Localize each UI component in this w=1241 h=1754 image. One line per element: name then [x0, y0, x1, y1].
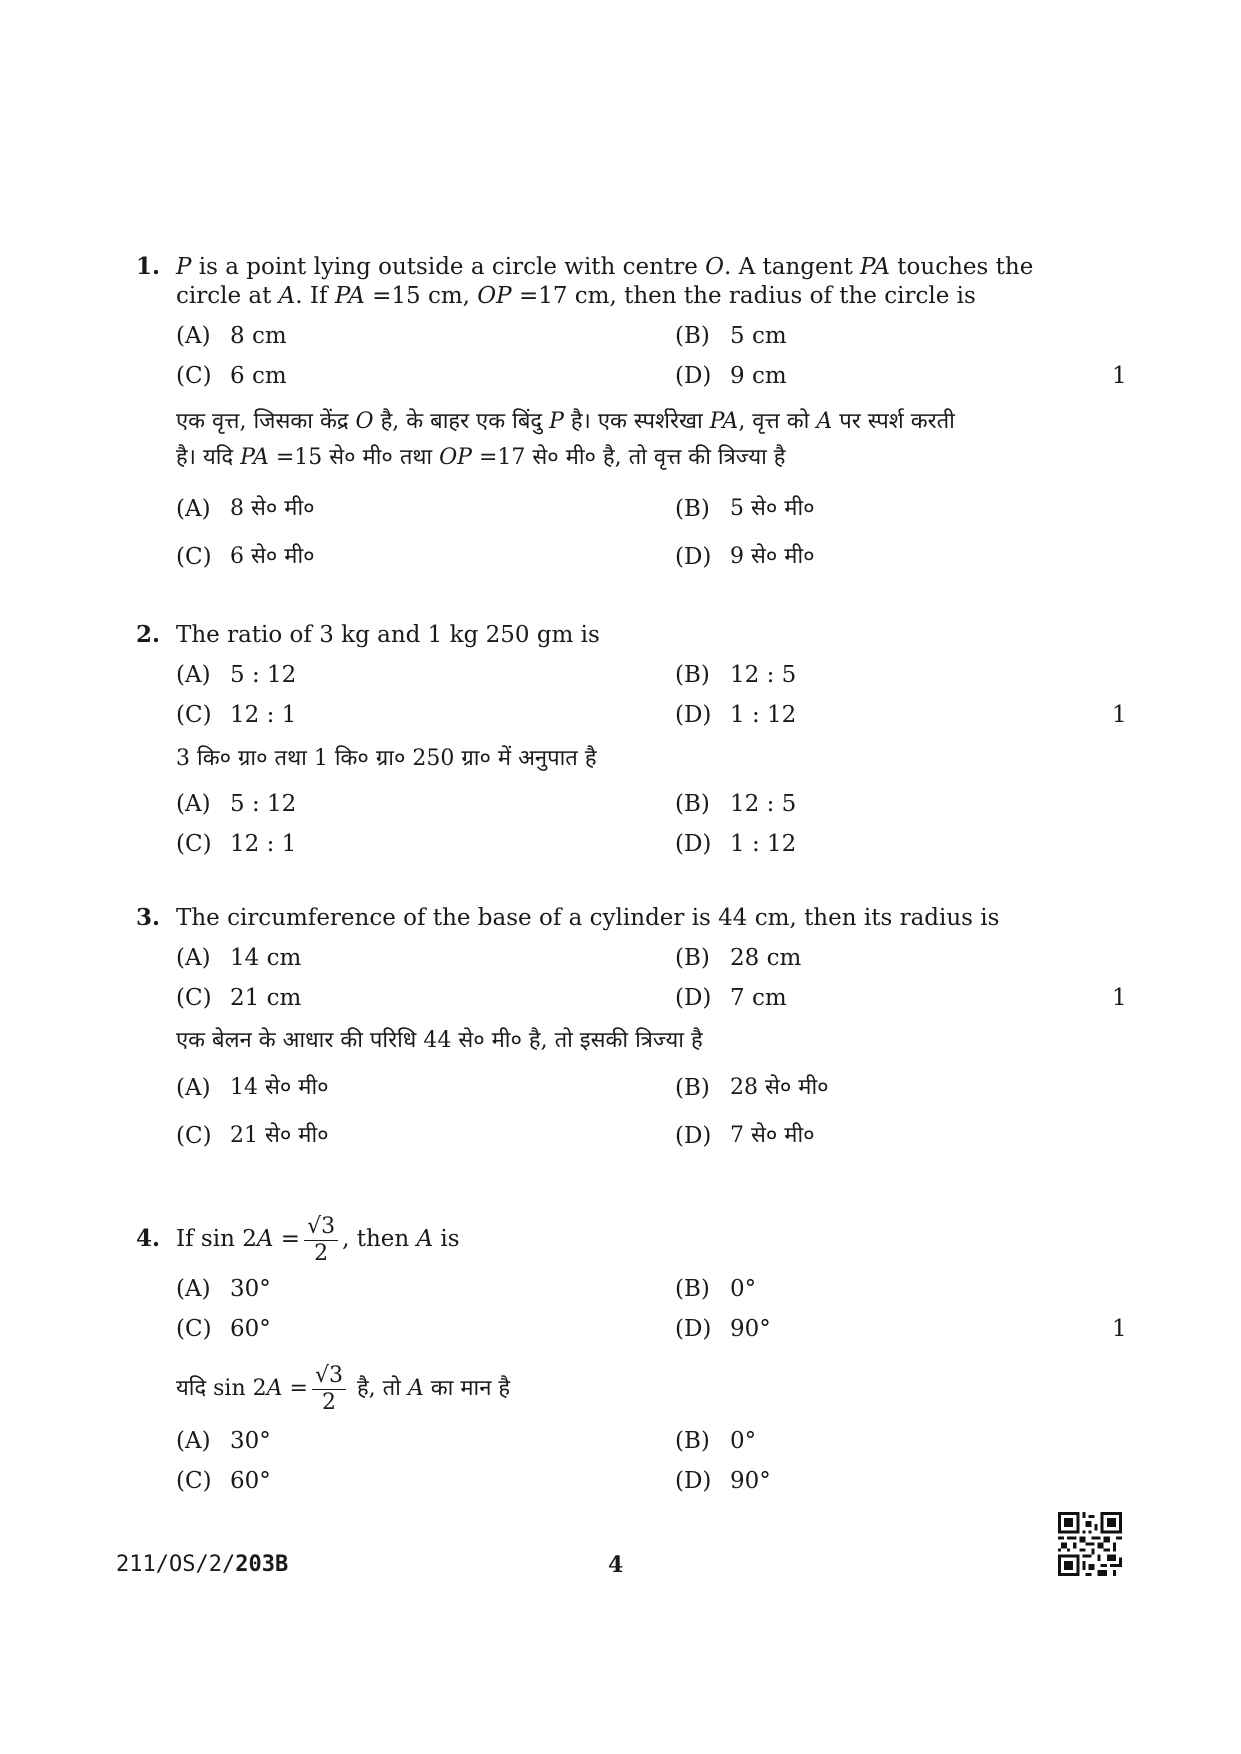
- question-text-hi-line2: है। यदि PA =15 से० मी० तथा OP =17 से० मी० है, तो वृत्त की त्रिज्या है: [176, 445, 786, 470]
- option-value: 30°: [230, 1276, 271, 1302]
- option-value: 5 : 12: [230, 662, 297, 688]
- option-letter: (B): [675, 1428, 710, 1454]
- option-letter: (C): [176, 1468, 212, 1494]
- question-text-hi-line1: एक वृत्त, जिसका केंद्र O है, के बाहर एक बिंदु P है। एक स्पर्शरेखा PA, वृत्त को A पर स्पर्श करती: [176, 409, 955, 434]
- option-value: 28 से० मी०: [730, 1075, 829, 1100]
- option-letter: (A): [176, 496, 211, 522]
- option-letter: (C): [176, 363, 212, 389]
- option-letter: (B): [675, 791, 710, 817]
- option-letter: (C): [176, 702, 212, 728]
- option-value: 6 से० मी०: [230, 544, 315, 569]
- option-value: 1 : 12: [730, 702, 797, 728]
- option-value: 5 से० मी०: [730, 496, 815, 521]
- fraction: $\frac{√3}{2}$: [312, 1363, 346, 1416]
- fraction: $\frac{√3}{2}$: [304, 1214, 338, 1267]
- option-value: 14 से० मी०: [230, 1075, 329, 1100]
- option-letter: (A): [176, 791, 211, 817]
- option-letter: (B): [675, 1075, 710, 1101]
- question-number: 3.: [136, 904, 161, 931]
- option-value: 90°: [730, 1468, 771, 1494]
- option-value: 7 cm: [730, 985, 787, 1011]
- option-value: 0°: [730, 1428, 757, 1454]
- option-letter: (D): [675, 1316, 712, 1342]
- question-number: 2.: [136, 621, 161, 648]
- option-letter: (C): [176, 1123, 212, 1149]
- option-value: 12 : 1: [230, 831, 297, 857]
- marks: 1: [1112, 985, 1127, 1011]
- option-value: 28 cm: [730, 945, 802, 971]
- option-value: 12 : 5: [730, 662, 797, 688]
- qr-code-icon: [1058, 1512, 1122, 1576]
- option-value: 90°: [730, 1316, 771, 1342]
- question-text-en-line2: circle at A. If PA =15 cm, OP =17 cm, then the radius of the circle is: [176, 283, 976, 309]
- option-letter: (C): [176, 831, 212, 857]
- option-letter: (B): [675, 1276, 710, 1302]
- page-number: 4: [608, 1552, 624, 1578]
- option-letter: (C): [176, 1316, 212, 1342]
- option-value: 6 cm: [230, 363, 287, 389]
- option-letter: (A): [176, 945, 211, 971]
- option-letter: (A): [176, 323, 211, 349]
- option-letter: (C): [176, 544, 212, 570]
- question-text-hi: एक बेलन के आधार की परिधि 44 से० मी० है, तो इसकी त्रिज्या है: [176, 1028, 703, 1053]
- question-text-en: The circumference of the base of a cylinder is 44 cm, then its radius is: [176, 905, 1000, 931]
- option-letter: (D): [675, 1123, 712, 1149]
- option-value: 60°: [230, 1316, 271, 1342]
- option-value: 9 से० मी०: [730, 544, 815, 569]
- option-letter: (D): [675, 702, 712, 728]
- paper-code: 211/OS/2/203B: [116, 1552, 289, 1577]
- option-letter: (A): [176, 1428, 211, 1454]
- option-value: 9 cm: [730, 363, 787, 389]
- option-value: 14 cm: [230, 945, 302, 971]
- question-number: 1.: [136, 253, 161, 280]
- question-text-en: The ratio of 3 kg and 1 kg 250 gm is: [176, 622, 600, 648]
- option-value: 21 से० मी०: [230, 1123, 329, 1148]
- option-letter: (D): [675, 985, 712, 1011]
- option-value: 1 : 12: [730, 831, 797, 857]
- option-letter: (B): [675, 662, 710, 688]
- option-letter: (A): [176, 1276, 211, 1302]
- option-value: 30°: [230, 1428, 271, 1454]
- option-value: 12 : 5: [730, 791, 797, 817]
- option-letter: (D): [675, 363, 712, 389]
- question-text-en: If sin 2A = $\frac{√3}{2}$ , then A is: [176, 1213, 460, 1266]
- question-text-hi: यदि sin 2A = $\frac{√3}{2}$ है, तो A का मान है: [176, 1362, 511, 1415]
- option-value: 5 cm: [730, 323, 787, 349]
- option-letter: (A): [176, 1075, 211, 1101]
- option-letter: (B): [675, 945, 710, 971]
- option-value: 7 से० मी०: [730, 1123, 815, 1148]
- option-value: 5 : 12: [230, 791, 297, 817]
- option-letter: (C): [176, 985, 212, 1011]
- option-value: 60°: [230, 1468, 271, 1494]
- question-text-en-line1: P is a point lying outside a circle with centre O. A tangent PA touches the: [176, 254, 1034, 280]
- marks: 1: [1112, 702, 1127, 728]
- option-value: 8 cm: [230, 323, 287, 349]
- marks: 1: [1112, 363, 1127, 389]
- option-value: 21 cm: [230, 985, 302, 1011]
- marks: 1: [1112, 1316, 1127, 1342]
- option-value: 0°: [730, 1276, 757, 1302]
- option-letter: (D): [675, 831, 712, 857]
- option-value: 12 : 1: [230, 702, 297, 728]
- option-letter: (D): [675, 544, 712, 570]
- option-value: 8 से० मी०: [230, 496, 315, 521]
- option-letter: (D): [675, 1468, 712, 1494]
- option-letter: (B): [675, 323, 710, 349]
- option-letter: (A): [176, 662, 211, 688]
- question-number: 4.: [136, 1225, 161, 1252]
- option-letter: (B): [675, 496, 710, 522]
- question-text-hi: 3 कि० ग्रा० तथा 1 कि० ग्रा० 250 ग्रा० में अनुपात है: [176, 746, 597, 771]
